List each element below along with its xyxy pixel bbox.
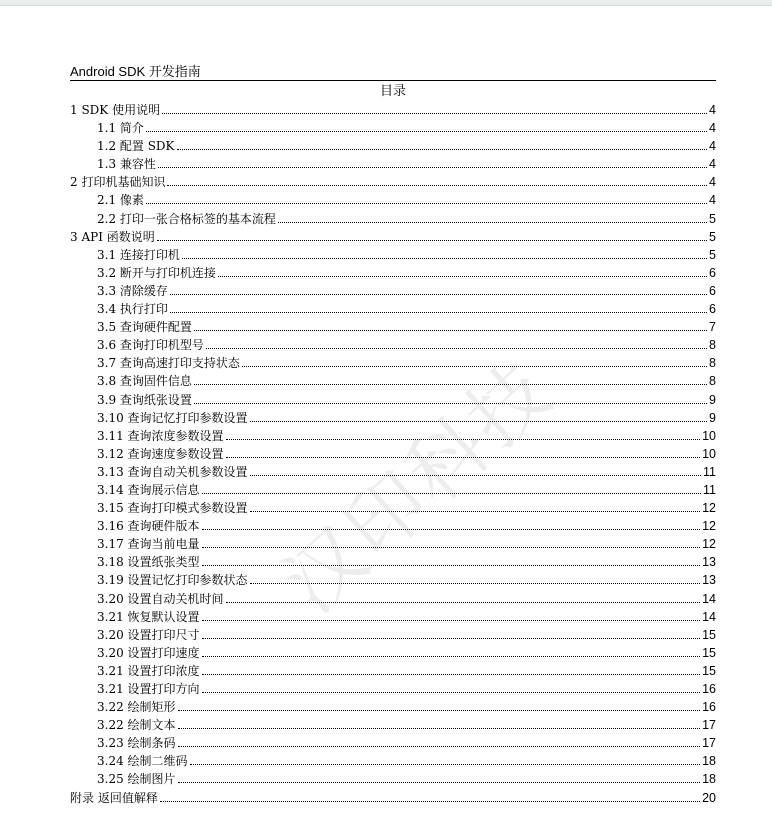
toc-entry-label[interactable]: 2 打印机基础知识 — [70, 175, 166, 190]
toc-entry-page-number[interactable]: 8 — [709, 356, 716, 371]
toc-dot-leader — [182, 246, 707, 259]
toc-entry-label[interactable]: 3.10 查询记忆打印参数设置 — [97, 410, 248, 425]
toc-dot-leader — [202, 481, 701, 494]
toc-dot-leader — [218, 264, 707, 277]
toc-entry[interactable] — [70, 264, 716, 282]
toc-entry[interactable] — [70, 300, 716, 318]
toc-entry[interactable] — [70, 427, 716, 445]
toc-entry-label[interactable]: 3.6 查询打印机型号 — [97, 338, 204, 353]
toc-entry[interactable] — [70, 354, 716, 372]
toc-entry-label[interactable]: 3.20 设置打印尺寸 — [97, 627, 200, 642]
toc-entry-page-number[interactable]: 20 — [702, 790, 716, 805]
toc-dot-leader — [202, 608, 701, 621]
toc-entry[interactable] — [70, 481, 716, 499]
toc-entry[interactable] — [70, 155, 716, 173]
toc-dot-leader — [146, 191, 707, 204]
toc-dot-leader — [158, 155, 707, 168]
toc-entry-label[interactable]: 3.17 查询当前电量 — [97, 537, 200, 552]
toc-dot-leader — [162, 101, 707, 114]
toc-entry-label[interactable]: 3.22 绘制文本 — [97, 718, 176, 733]
toc-entry[interactable] — [70, 372, 716, 390]
toc-dot-leader — [190, 752, 701, 765]
toc-entry[interactable] — [70, 445, 716, 463]
toc-entry-label[interactable]: 3.13 查询自动关机参数设置 — [97, 464, 248, 479]
toc-entry-label[interactable]: 1 SDK 使用说明 — [70, 103, 161, 117]
toc-entry[interactable] — [70, 662, 716, 680]
toc-entry-label[interactable]: 3.20 设置自动关机时间 — [97, 591, 224, 606]
toc-entry-label[interactable]: 3.14 查询展示信息 — [97, 482, 200, 497]
toc-dot-leader — [178, 716, 701, 729]
toc-entry-page-number[interactable]: 4 — [709, 121, 716, 136]
toc-entry-label[interactable]: 3.25 绘制图片 — [97, 772, 176, 787]
toc-entry-label[interactable]: 3.19 设置记忆打印参数状态 — [97, 573, 248, 588]
toc-entry-label[interactable]: 3.4 执行打印 — [97, 302, 168, 317]
toc-dot-leader — [202, 626, 701, 639]
toc-entry-page-number[interactable]: 15 — [702, 663, 716, 678]
toc-entry-label[interactable]: 3.18 设置纸张类型 — [97, 555, 200, 570]
toc-entry[interactable] — [70, 571, 716, 589]
table-of-contents — [70, 101, 716, 807]
toc-entry-label[interactable]: 3.3 清除缓存 — [97, 283, 168, 298]
toc-entry[interactable] — [70, 626, 716, 644]
toc-entry-label[interactable]: 3.5 查询硬件配置 — [97, 320, 192, 335]
toc-entry-page-number[interactable]: 12 — [702, 519, 716, 534]
toc-entry[interactable] — [70, 734, 716, 752]
toc-dot-leader — [202, 680, 701, 693]
toc-entry-page-number[interactable]: 5 — [709, 211, 716, 226]
toc-entry-page-number[interactable]: 14 — [702, 609, 716, 624]
toc-dot-leader — [178, 770, 701, 783]
toc-entry-label[interactable]: 3.21 设置打印浓度 — [97, 663, 200, 678]
toc-dot-leader — [194, 318, 707, 331]
toc-entry-page-number[interactable]: 15 — [702, 627, 716, 642]
toc-dot-leader — [202, 553, 701, 566]
toc-entry[interactable] — [70, 246, 716, 264]
toc-entry-label[interactable]: 3.20 设置打印速度 — [97, 645, 200, 660]
toc-entry[interactable] — [70, 535, 716, 553]
toc-entry-page-number[interactable]: 4 — [709, 103, 716, 117]
toc-entry-page-number[interactable]: 4 — [709, 157, 716, 172]
toc-entry-label[interactable]: 3.23 绘制条码 — [97, 736, 176, 751]
toc-entry-label[interactable]: 3.24 绘制二维码 — [97, 754, 188, 769]
toc-entry[interactable] — [70, 517, 716, 535]
toc-dot-leader — [226, 590, 701, 603]
toc-dot-leader — [194, 391, 707, 404]
toc-entry-page-number[interactable]: 10 — [702, 446, 716, 461]
toc-entry-page-number[interactable]: 4 — [709, 175, 716, 190]
toc-entry-page-number[interactable]: 6 — [709, 265, 716, 280]
toc-entry-label[interactable]: 2.2 打印一张合格标签的基本流程 — [97, 211, 276, 226]
toc-entry-page-number[interactable]: 16 — [702, 682, 716, 696]
toc-entry[interactable] — [70, 716, 716, 734]
toc-entry-label[interactable]: 2.1 像素 — [97, 193, 144, 208]
toc-entry-page-number[interactable]: 8 — [709, 374, 716, 389]
toc-entry-label[interactable]: 3 API 函数说明 — [70, 229, 155, 244]
toc-entry-page-number[interactable]: 6 — [709, 302, 716, 317]
toc-entry-label[interactable]: 3.2 断开与打印机连接 — [97, 265, 216, 280]
toc-entry[interactable] — [70, 770, 716, 788]
toc-entry[interactable] — [70, 680, 716, 698]
toc-entry-page-number[interactable]: 12 — [702, 537, 716, 552]
toc-entry-label[interactable]: 1.1 简介 — [97, 121, 144, 136]
toc-dot-leader — [202, 662, 701, 675]
toc-entry-page-number[interactable]: 11 — [703, 464, 716, 479]
toc-entry-page-number[interactable]: 17 — [702, 718, 716, 733]
toc-entry-label[interactable]: 3.21 恢复默认设置 — [97, 609, 200, 624]
toc-dot-leader — [170, 300, 707, 313]
toc-entry[interactable] — [70, 644, 716, 662]
toc-entry-page-number[interactable]: 10 — [702, 428, 716, 443]
toc-entry-label[interactable]: 3.15 查询打印模式参数设置 — [97, 501, 248, 516]
toc-entry-label[interactable]: 3.7 查询高速打印支持状态 — [97, 356, 240, 371]
toc-entry-page-number[interactable]: 7 — [709, 320, 716, 335]
toc-entry-page-number[interactable]: 9 — [709, 392, 716, 407]
toc-dot-leader — [202, 644, 701, 657]
toc-entry[interactable] — [70, 463, 716, 481]
toc-entry-page-number[interactable]: 14 — [702, 591, 716, 606]
toc-dot-leader — [167, 173, 707, 186]
toc-entry[interactable] — [70, 228, 716, 246]
toc-entry[interactable] — [70, 119, 716, 137]
toc-entry[interactable] — [70, 409, 716, 427]
toc-dot-leader — [157, 228, 707, 241]
document-header-title: Android SDK 开发指南 — [70, 64, 201, 79]
toc-entry-label[interactable]: 1.3 兼容性 — [97, 157, 156, 172]
toc-entry-label[interactable]: 3.8 查询固件信息 — [97, 374, 192, 389]
toc-entry-label[interactable]: 1.2 配置 SDK — [97, 139, 175, 154]
toc-entry-page-number[interactable]: 11 — [703, 482, 716, 497]
toc-entry-label[interactable]: 3.1 连接打印机 — [97, 247, 180, 262]
toc-dot-leader — [226, 445, 701, 458]
toc-entry[interactable] — [70, 698, 716, 716]
toc-entry-label[interactable]: 3.16 查询硬件版本 — [97, 519, 200, 534]
toc-dot-leader — [177, 137, 708, 150]
toc-entry-label[interactable]: 3.12 查询速度参数设置 — [97, 446, 224, 461]
toc-entry[interactable] — [70, 590, 716, 608]
toc-entry[interactable] — [70, 499, 716, 517]
toc-entry[interactable] — [70, 553, 716, 571]
toc-entry[interactable] — [70, 282, 716, 300]
toc-title: 目录 — [379, 84, 406, 99]
toc-entry-page-number[interactable]: 16 — [702, 700, 716, 715]
toc-dot-leader — [160, 789, 700, 802]
watermark: 汉印科技 — [267, 343, 572, 631]
toc-entry[interactable] — [70, 101, 716, 119]
toc-entry-page-number[interactable]: 6 — [709, 283, 716, 298]
viewer-top-bar — [0, 0, 772, 6]
toc-dot-leader — [278, 210, 707, 223]
toc-entry[interactable] — [70, 318, 716, 336]
toc-entry-page-number[interactable]: 4 — [709, 193, 716, 208]
toc-entry-label[interactable]: 附录 返回值解释 — [70, 790, 158, 805]
toc-dot-leader — [250, 463, 701, 476]
toc-entry-page-number[interactable]: 18 — [702, 754, 716, 769]
toc-dot-leader — [146, 119, 707, 132]
toc-dot-leader — [206, 336, 707, 349]
toc-entry-page-number[interactable]: 15 — [702, 645, 716, 660]
toc-entry-label[interactable]: 3.9 查询纸张设置 — [97, 392, 192, 407]
toc-entry-page-number[interactable]: 18 — [702, 772, 716, 787]
toc-dot-leader — [250, 409, 708, 422]
toc-entry[interactable] — [70, 191, 716, 209]
toc-entry-page-number[interactable]: 17 — [702, 736, 716, 751]
toc-entry-page-number[interactable]: 5 — [709, 229, 716, 244]
header-rule — [70, 80, 716, 81]
toc-dot-leader — [242, 354, 707, 367]
toc-entry-label[interactable]: 3.11 查询浓度参数设置 — [97, 428, 224, 443]
toc-dot-leader — [178, 698, 701, 711]
toc-entry[interactable] — [70, 391, 716, 409]
toc-dot-leader — [202, 517, 701, 530]
toc-entry[interactable] — [70, 210, 716, 228]
toc-entry-label[interactable]: 3.21 设置打印方向 — [97, 682, 200, 696]
toc-entry-page-number[interactable]: 13 — [702, 555, 716, 570]
toc-entry-label[interactable]: 3.22 绘制矩形 — [97, 700, 176, 715]
toc-entry[interactable] — [70, 336, 716, 354]
toc-dot-leader — [178, 734, 701, 747]
toc-entry[interactable] — [70, 789, 716, 807]
toc-entry-page-number[interactable]: 5 — [709, 247, 716, 262]
toc-entry-page-number[interactable]: 12 — [702, 501, 716, 516]
toc-entry-page-number[interactable]: 9 — [709, 410, 716, 425]
toc-dot-leader — [226, 427, 701, 440]
toc-entry-page-number[interactable]: 8 — [709, 338, 716, 353]
toc-dot-leader — [194, 372, 707, 385]
toc-entry[interactable] — [70, 173, 716, 191]
toc-dot-leader — [202, 535, 701, 548]
toc-entry[interactable] — [70, 137, 716, 155]
toc-dot-leader — [250, 571, 701, 584]
toc-dot-leader — [170, 282, 707, 295]
toc-entry[interactable] — [70, 608, 716, 626]
toc-entry-page-number[interactable]: 13 — [702, 573, 716, 588]
toc-entry[interactable] — [70, 752, 716, 770]
toc-dot-leader — [250, 499, 701, 512]
toc-entry-page-number[interactable]: 4 — [709, 139, 716, 154]
